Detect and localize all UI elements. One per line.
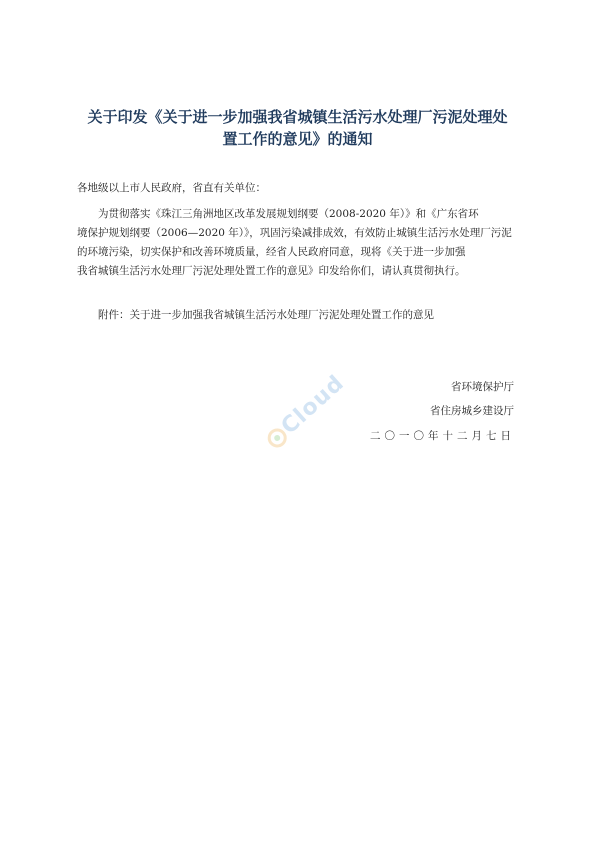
issue-date: 二〇一〇年十二月七日 [370,430,515,442]
cloud-watermark [250,366,361,476]
title-line-2: 置工作的意见》的通知 [222,130,373,148]
body-line: 为贯彻落实《珠江三角洲地区改革发展规划纲要（2008-2020 年）》和《广东省环 [98,208,479,220]
attachment-note: 附件：关于进一步加强我省城镇生活污水处理厂污泥处理处置工作的意见 [98,309,434,321]
salutation: 各地级以上市人民政府，省直有关单位： [77,182,266,194]
body-line: 境保护规划纲要（2006—2020 年）》，巩固污染减排成效，有效防止城镇生活污水处理厂污泥 [77,227,512,239]
title-line-1: 关于印发《关于进一步加强我省城镇生活污水处理厂污泥处理处 [87,108,508,126]
body-paragraph [77,205,527,281]
page-title [60,106,535,150]
body-line: 的环境污染，切实保护和改善环境质量，经省人民政府同意，现将《关于进一步加强 [77,246,466,258]
issuer-environment-dept: 省环境保护厅 [451,381,514,393]
watermark-text: Cloud [276,370,350,440]
issuer-housing-dept: 省住房城乡建设厅 [430,405,514,417]
body-line: 我省城镇生活污水处理厂污泥处理处置工作的意见》印发给你们，请认真贯彻执行。 [77,265,466,277]
